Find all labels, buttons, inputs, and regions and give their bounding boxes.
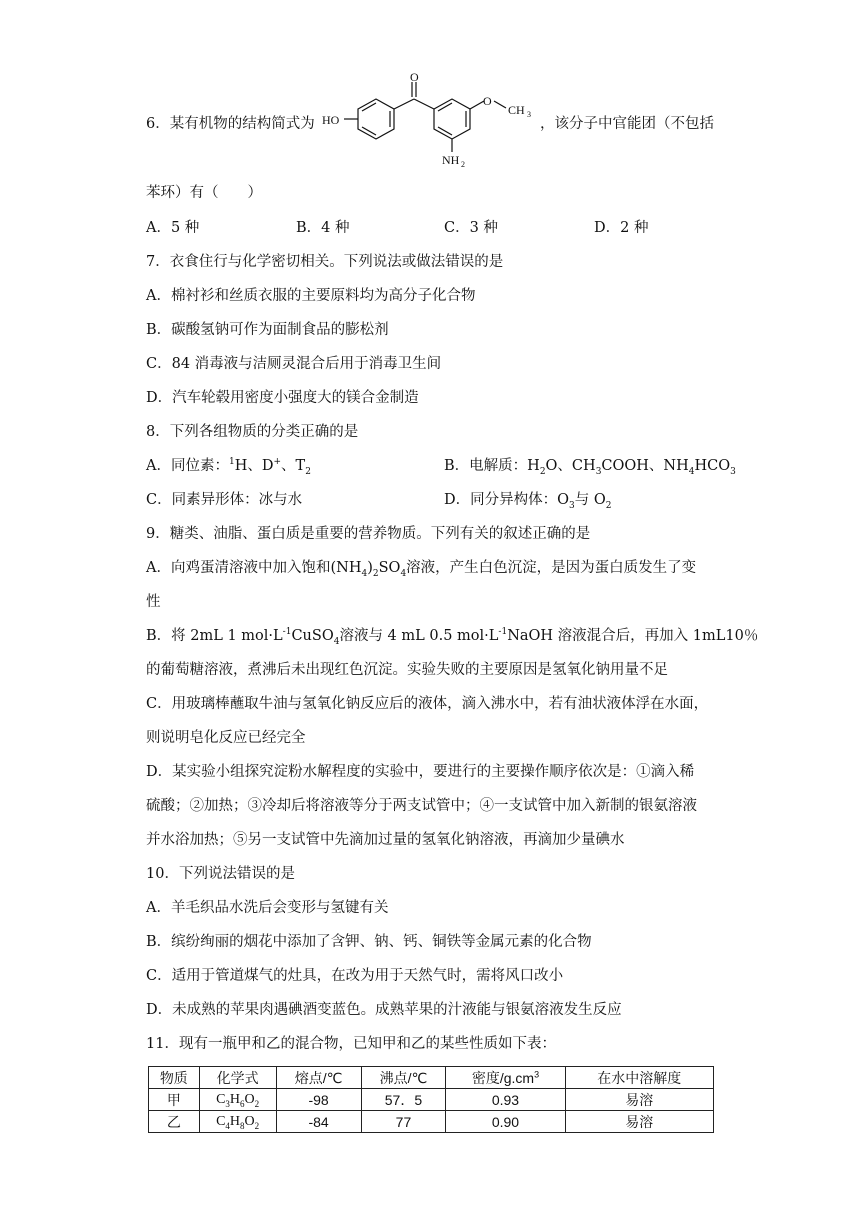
q9-option-c-line2: 则说明皂化反应已经完全 (146, 730, 306, 746)
left-benzene-ring (358, 99, 394, 139)
header-melting-point: 熔点/℃ (276, 1067, 361, 1089)
q9-option-b-line2: 的葡萄糖溶液，煮沸后未出现红色沉淀。实验失败的主要原因是氢氧化钠用量不足 (146, 662, 668, 678)
cell-formula: $C_3H_6O_2$ (199, 1089, 276, 1111)
nh2-label: NH (442, 153, 460, 167)
header-substance: 物质 (149, 1067, 200, 1089)
cell-boiling-point: 77 (361, 1111, 446, 1133)
ho-label: HO (322, 113, 340, 127)
q10-option-a: A．羊毛织品水洗后会变形与氢键有关 (146, 900, 389, 916)
table-header-row (149, 1067, 714, 1089)
q6-stem-line1 (146, 114, 315, 134)
table-row (149, 1111, 714, 1133)
carbonyl-o-label: O (410, 72, 419, 84)
q8-option-d: D．同分异构体：$O_3$与 $O_2$ (444, 492, 612, 511)
q11-stem: 11．现有一瓶甲和乙的混合物，已知甲和乙的某些性质如下表： (146, 1036, 556, 1052)
q7-option-a: A．棉衬衫和丝质衣服的主要原料均为高分子化合物 (146, 288, 476, 304)
q6-option-b: B．4 种 (296, 220, 350, 236)
q10-option-d: D．未成熟的苹果肉遇碘酒变蓝色。成熟苹果的汁液能与银氨溶液发生反应 (146, 1002, 622, 1018)
table-row (149, 1089, 714, 1111)
q6-structure-diagram (320, 72, 538, 172)
q7-option-b: B．碳酸氢钠可作为面制食品的膨松剂 (146, 322, 389, 338)
q9-option-d-line3: 并水浴加热；⑤另一支试管中先滴加过量的氢氧化钠溶液，再滴加少量碘水 (146, 832, 625, 848)
q6-stem-suffix: ，该分子中官能团（不包括 (540, 116, 714, 132)
cell-density: 0.93 (446, 1089, 565, 1111)
cell-density: 0.90 (446, 1111, 565, 1133)
properties-table (148, 1066, 714, 1133)
q8-option-a: A．同位素：$^1$H、D+、$T_2$ (146, 457, 311, 477)
q9-option-c-line1: C．用玻璃棒蘸取牛油与氢氧化钠反应后的液体，滴入沸水中，若有油状液体浮在水面， (146, 696, 709, 712)
q8-stem: 8．下列各组物质的分类正确的是 (146, 424, 359, 440)
cell-formula: $C_4H_8O_2$ (199, 1111, 276, 1133)
cell-solubility: 易溶 (565, 1089, 713, 1111)
q7-stem: 7．衣食住行与化学密切相关。下列说法或做法错误的是 (146, 254, 504, 270)
q6-option-d: D．2 种 (594, 220, 649, 236)
nh2-subscript: 2 (461, 160, 465, 169)
ch3-subscript: 3 (527, 110, 531, 119)
q8-option-c: C．同素异形体：冰与水 (146, 492, 303, 508)
q6-stem-line2: 苯环）有（ ） (146, 185, 262, 201)
header-boiling-point: 沸点/℃ (361, 1067, 446, 1089)
q7-option-d: D．汽车轮毂用密度小强度大的镁合金制造 (146, 390, 419, 406)
ch3-label: CH (508, 103, 525, 117)
q10-option-b: B．缤纷绚丽的烟花中添加了含钾、钠、钙、铜铁等金属元素的化合物 (146, 934, 592, 950)
q6-option-c: C．3 种 (444, 220, 498, 236)
q10-stem: 10．下列说法错误的是 (146, 866, 295, 882)
q9-stem: 9．糖类、油脂、蛋白质是重要的营养物质。下列有关的叙述正确的是 (146, 526, 591, 542)
header-solubility: 在水中溶解度 (565, 1067, 713, 1089)
q9-option-d-line2: 硫酸；②加热；③冷却后将溶液等分于两支试管中；④一支试管中加入新制的银氨溶液 (146, 798, 697, 814)
ether-o-label: O (483, 94, 492, 108)
q9-option-b-line1: B．将 2mL 1 $mol\cdot L^{-1}CuSO_4$溶液与 4 mL 0.5 $mol\cdot L^{-1}NaOH$ 溶液混合后，再加入 1mL10％ (146, 627, 759, 647)
q9-option-d-line1: D．某实验小组探究淀粉水解程度的实验中，要进行的主要操作顺序依次是：①滴入稀 (146, 764, 695, 780)
cell-melting-point: -98 (276, 1089, 361, 1111)
cell-solubility: 易溶 (565, 1111, 713, 1133)
cell-name: 甲 (149, 1089, 200, 1111)
q7-option-c: C．84 消毒液与洁厕灵混合后用于消毒卫生间 (146, 356, 442, 372)
header-density: 密度$/g.cm^3$ (446, 1067, 565, 1089)
cell-melting-point: -84 (276, 1111, 361, 1133)
cell-boiling-point: 57．5 (361, 1089, 446, 1111)
q9-option-a-line2: 性 (146, 594, 161, 610)
q6-prefix: 6．某有机物的结构简式为 (146, 116, 315, 132)
q10-option-c: C．适用于管道煤气的灶具，在改为用于天然气时，需将风口改小 (146, 968, 564, 984)
cell-name: 乙 (149, 1111, 200, 1133)
header-formula: 化学式 (199, 1067, 276, 1089)
q6-option-a: A．5 种 (146, 220, 200, 236)
q9-option-a-line1: A．向鸡蛋清溶液中加入饱和$(NH_4)_2SO_4$溶液，产生白色沉淀，是因为蛋白质发生了变 (146, 560, 697, 579)
right-benzene-ring (434, 99, 470, 139)
q8-option-b: B．电解质：$H_2O$、$CH_3COOH$、$NH_4HCO_3$ (444, 458, 736, 477)
